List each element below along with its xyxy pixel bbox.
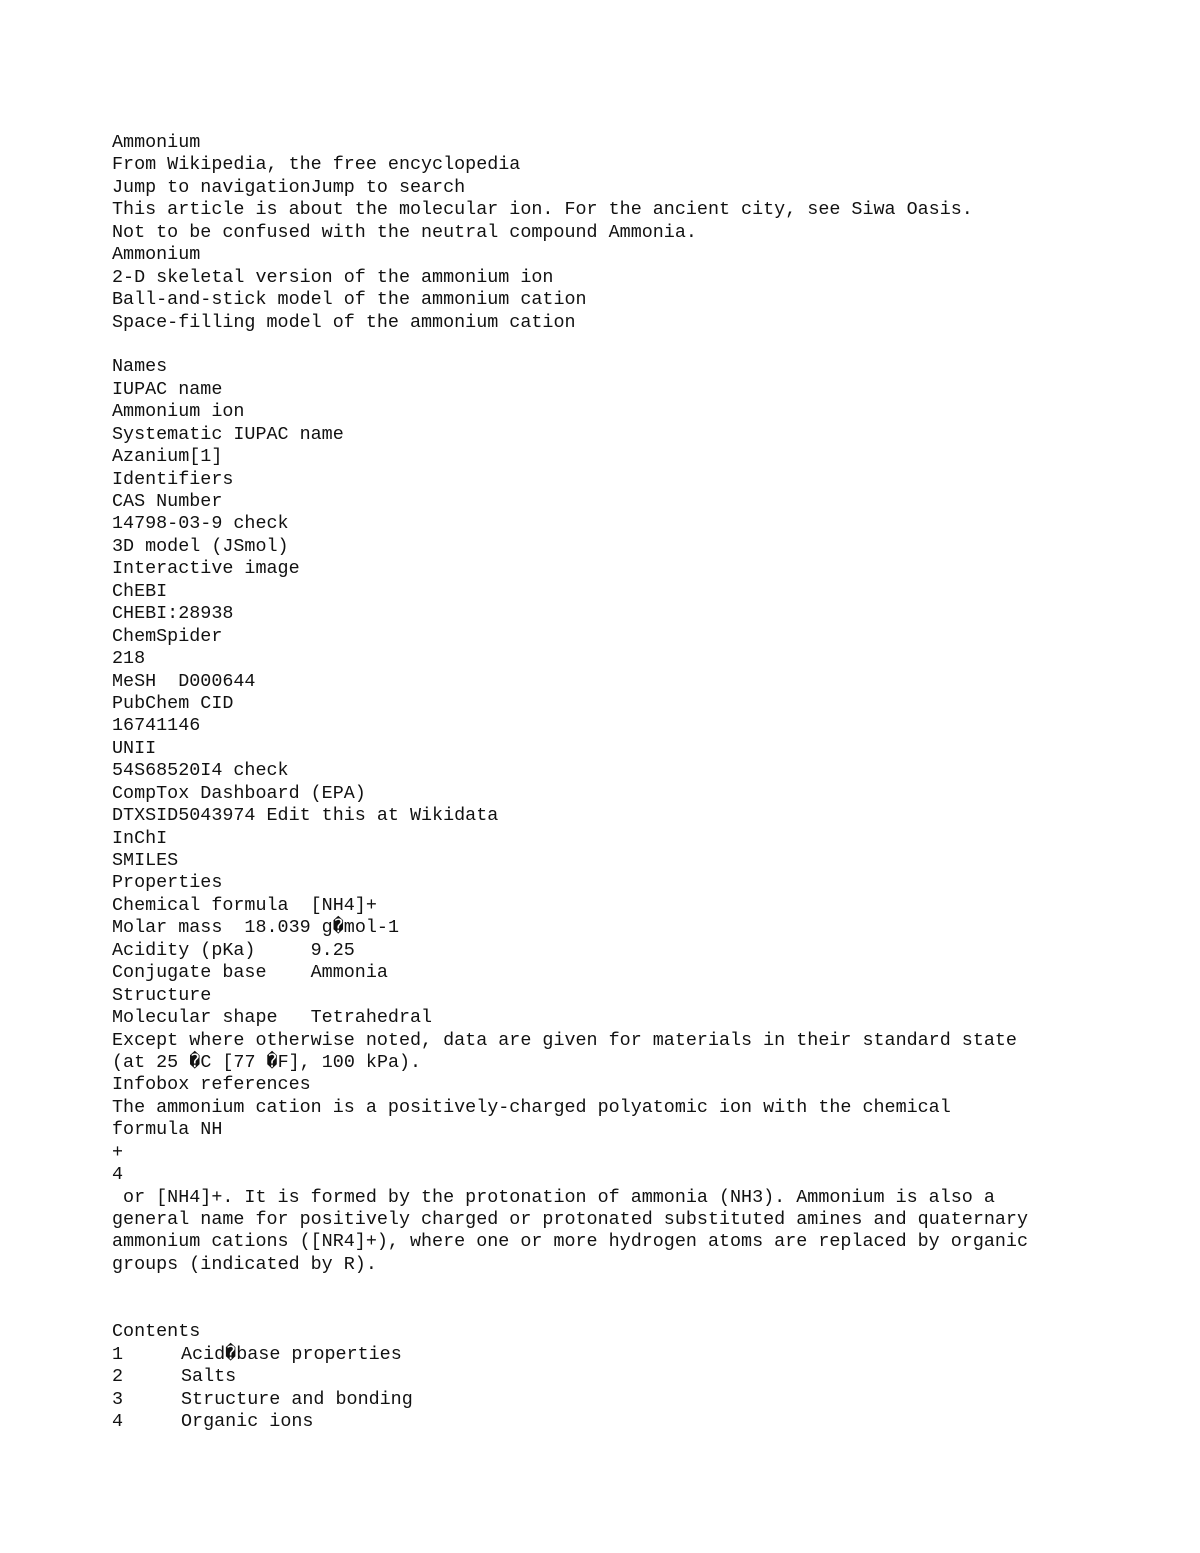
blank-line [112, 1276, 1182, 1298]
acidity-line: Acidity (pKa) 9.25 [112, 939, 355, 961]
chemspider-value: 218 [112, 648, 146, 670]
toc-item[interactable] [112, 1389, 1182, 1411]
unii-label: UNII [112, 737, 157, 759]
body-paragraph-line: + [112, 1141, 124, 1163]
infobox-references: Infobox references [112, 1074, 311, 1096]
toc-label[interactable]: Acid�base properties [181, 1343, 402, 1365]
jump-links[interactable]: Jump to navigationJump to search [112, 176, 466, 198]
pubchem-value: 16741146 [112, 715, 201, 737]
names-heading: Names [112, 356, 168, 378]
toc-number: 1 [112, 1343, 124, 1365]
formula-line: Chemical formula [NH4]+ [112, 894, 377, 916]
body-paragraph-line: The ammonium cation is a positively-charged polyatomic ion with the chemical [112, 1096, 951, 1118]
toc-item[interactable] [112, 1366, 1182, 1388]
body-paragraph-line: ammonium cations ([NR4]+), where one or more hydrogen atoms are replaced by organic [112, 1231, 1029, 1253]
image-caption-space-filling: Space-filling model of the ammonium cation [112, 311, 576, 333]
inchi-label: InChI [112, 827, 168, 849]
standard-state-note-cont: (at 25 �C [77 �F], 100 kPa). [112, 1051, 422, 1073]
image-caption-ball-stick: Ball-and-stick model of the ammonium cation [112, 289, 587, 311]
toc-number: 3 [112, 1388, 124, 1410]
identifiers-heading: Identifiers [112, 468, 234, 490]
toc-item[interactable] [112, 1411, 1182, 1433]
properties-heading: Properties [112, 872, 223, 894]
model-label: 3D model (JSmol) [112, 535, 289, 557]
blank-line [112, 1299, 1182, 1321]
structure-heading: Structure [112, 984, 212, 1006]
mesh-line: MeSH D000644 [112, 670, 256, 692]
cas-value: 14798-03-9 check [112, 513, 289, 535]
molecular-shape-line: Molecular shape Tetrahedral [112, 1007, 433, 1029]
toc-item[interactable] [112, 1344, 1182, 1366]
pubchem-label: PubChem CID [112, 692, 234, 714]
chebi-value: CHEBI:28938 [112, 603, 234, 625]
unii-value: 54S68520I4 check [112, 760, 289, 782]
molar-mass-line: Molar mass 18.039 g�mol-1 [112, 917, 399, 939]
toc-number: 4 [112, 1410, 124, 1432]
infobox-title: Ammonium [112, 244, 201, 266]
image-caption-skeletal: 2-D skeletal version of the ammonium ion [112, 266, 554, 288]
systematic-label: Systematic IUPAC name [112, 423, 344, 445]
conjugate-base-line: Conjugate base Ammonia [112, 962, 388, 984]
systematic-value: Azanium[1] [112, 446, 223, 468]
model-value[interactable]: Interactive image [112, 558, 300, 580]
body-paragraph-line: general name for positively charged or protonated substituted amines and quaternary [112, 1209, 1029, 1230]
iupac-label: IUPAC name [112, 378, 223, 400]
toc-number: 2 [112, 1366, 124, 1388]
smiles-label: SMILES [112, 850, 179, 871]
body-paragraph-line: or [NH4]+. It is formed by the protonation of ammonia (NH3). Ammonium is also a [112, 1186, 995, 1208]
body-paragraph-line: groups (indicated by R). [112, 1253, 377, 1275]
hatnote-disambiguation: This article is about the molecular ion. For the ancient city, see Siwa Oasis. [112, 199, 973, 221]
iupac-value: Ammonium ion [112, 401, 245, 423]
hatnote-confusion: Not to be confused with the neutral compound Ammonia. [112, 221, 697, 243]
blank-line [112, 334, 1182, 356]
article-title: Ammonium [112, 132, 201, 153]
toc-label[interactable]: Structure and bonding [181, 1388, 413, 1410]
body-paragraph-line: formula NH [112, 1119, 223, 1141]
article-subtitle: From Wikipedia, the free encyclopedia [112, 154, 521, 176]
document-page [112, 132, 1182, 1433]
chemspider-label: ChemSpider [112, 625, 223, 647]
comptox-label: CompTox Dashboard (EPA) [112, 782, 366, 804]
comptox-value: DTXSID5043974 Edit this at Wikidata [112, 805, 499, 827]
toc-label[interactable]: Salts [181, 1366, 237, 1388]
toc-label[interactable]: Organic ions [181, 1410, 314, 1432]
standard-state-note: Except where otherwise noted, data are given for materials in their standard state [112, 1029, 1017, 1051]
cas-label: CAS Number [112, 491, 223, 512]
contents-heading: Contents [112, 1321, 201, 1343]
chebi-label: ChEBI [112, 580, 168, 602]
body-paragraph-line: 4 [112, 1164, 124, 1186]
